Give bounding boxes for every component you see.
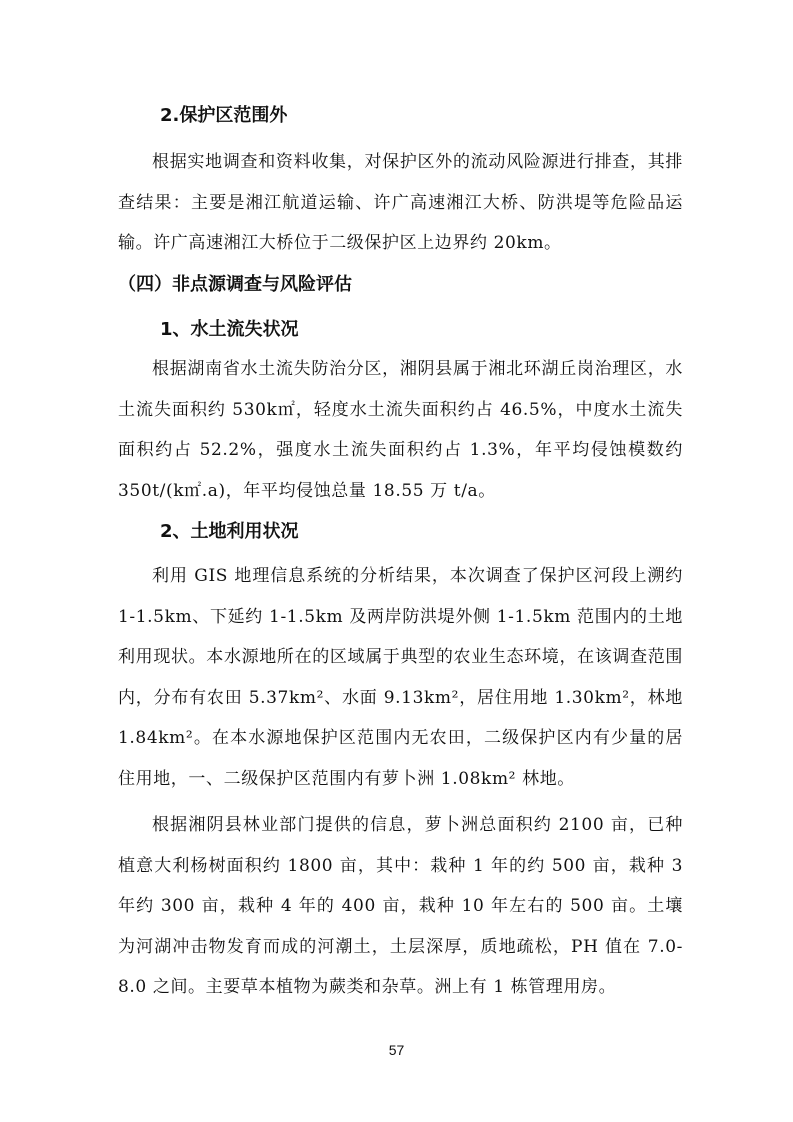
section-2-paragraph: 根据实地调查和资料收集，对保护区外的流动风险源进行排查，其排查结果：主要是湘江航道运输、许广高速湘江大桥、防洪堤等危险品运输。许广高速湘江大桥位于二级保护区上边界约 20km。 (118, 152, 683, 253)
section-4-title: （四）非点源调查与风险评估 (118, 274, 352, 295)
section-2-title: 2.保护区范围外 (160, 105, 288, 126)
subsection-2-paragraph-1: 利用 GIS 地理信息系统的分析结果，本次调查了保护区河段上溯约 1-1.5km、下延约 1-1.5km 及两岸防洪堤外侧 1-1.5km 范围内的土地利用现状。本水源地所在的区域属于典型的农业生态环境，在该调查范围内，分布有农田 5.37km²、水面 9.13km²，居住用地 1.30km²，林地 1.84km²。在本水源地保护区范围内无农田，二级保护区内有少量的居住用地，一、二级保护区范围内有萝卜洲 1.08km² 林地。 (118, 566, 683, 789)
subsection-2-paragraph-2: 根据湘阴县林业部门提供的信息，萝卜洲总面积约 2100 亩，已种植意大利杨树面积约 1800 亩，其中：栽种 1 年的约 500 亩，栽种 3 年约 300 亩，栽种 4 年的 400 亩，栽种 10 年左右的 500 亩。土壤为河湖冲击物发育而成的河潮土，土层深厚，质地疏松，PH 值在 7.0-8.0 之间。主要草本植物为蕨类和杂草。洲上有 1 栋管理用房。 (118, 815, 683, 997)
subsection-1-title: 1、水土流失状况 (160, 319, 299, 340)
subsection-1-paragraph: 根据湖南省水土流失防治分区，湘阴县属于湘北环湖丘岗治理区，水土流失面积约 530k㎡，轻度水土流失面积约占 46.5%，中度水土流失面积约占 52.2%，强度水土流失面积约占 1.3%，年平均侵蚀模数约 350t/(k㎡.a)，年平均侵蚀总量 18.55 万 t/a。 (118, 359, 684, 501)
subsection-2-title: 2、土地利用状况 (160, 521, 299, 542)
page-number: 57 (388, 1042, 405, 1058)
